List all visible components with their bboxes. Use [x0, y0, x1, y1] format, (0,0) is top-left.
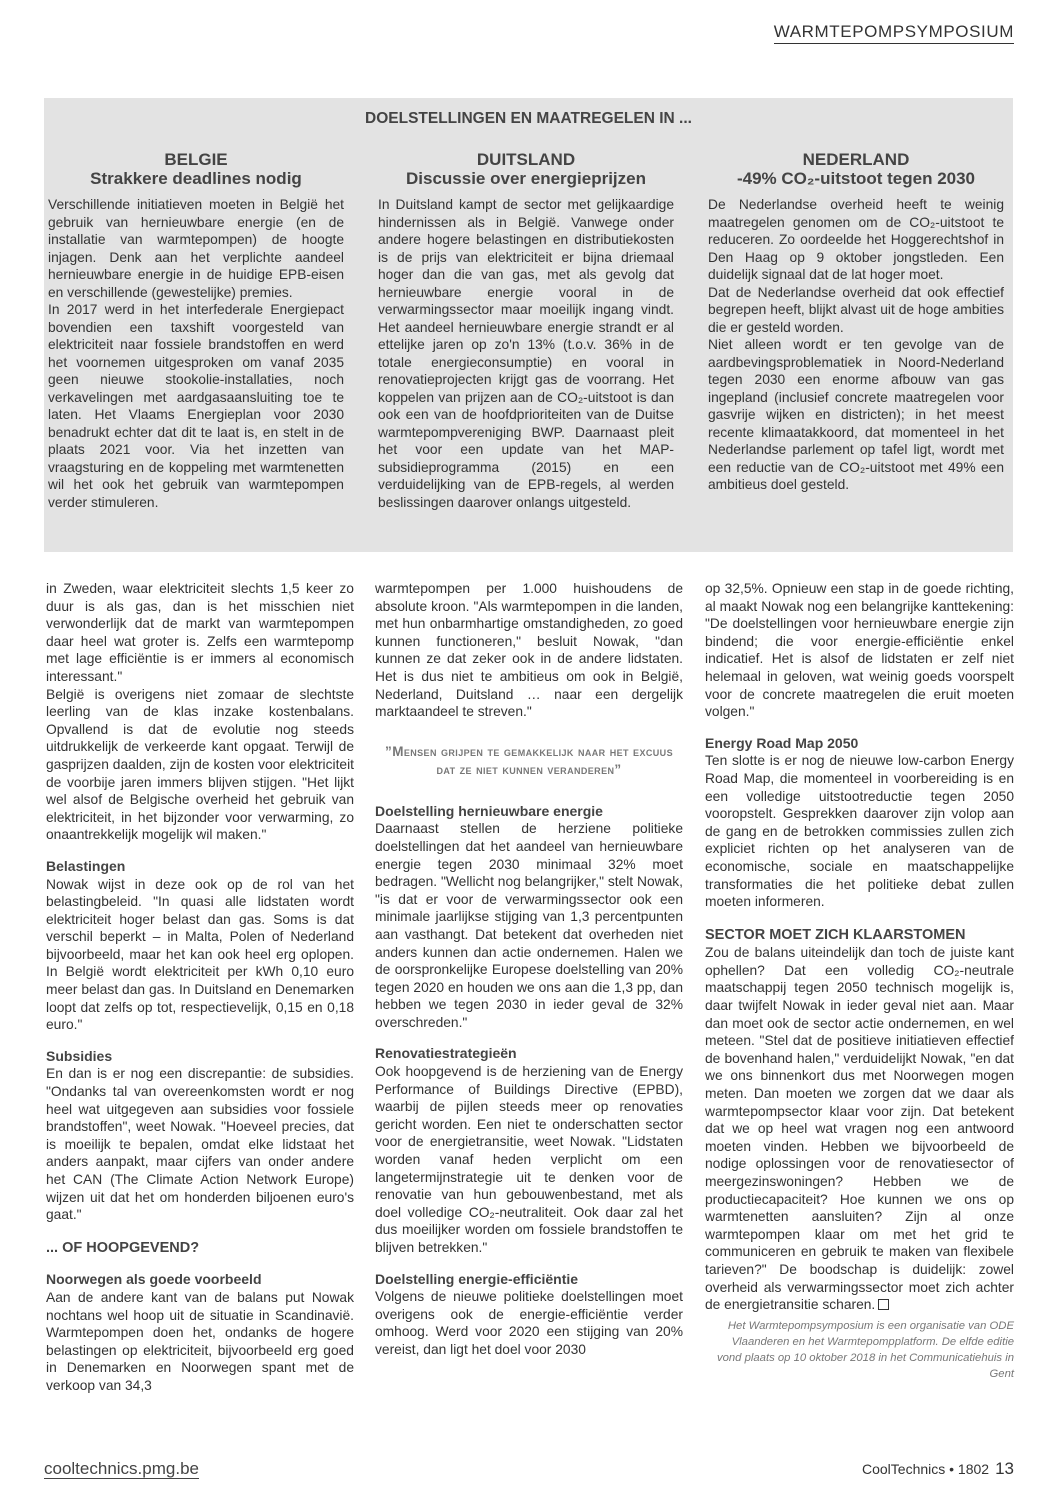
section-header: WARMTEPOMPSYMPOSIUM — [774, 22, 1014, 44]
sidebar-box — [44, 98, 1013, 552]
body-paragraph: Daarnaast stellen de herziene politieke doelstellingen dat het aandeel van hernieuwbare energie tegen 2030 minimaal 32% moet bedragen. "Wellicht nog belangrijker," stelt Nowak, "is dat er voor de verwarmingssector ook een minimale jaarlijkse stijging van 1,3 percentpunten aan vasthangt. Dat betekent dat overheden niet anders kunnen dan actie ondernemen. Halen we de oorspronkelijke Europese doelstelling van 20% tegen 2020 en houden we ons aan die 1,3 pp, dan hebben we tegen 2030 in ieder geval de 32% overschreden." — [375, 821, 683, 1030]
country-name: DUITSLAND — [476, 150, 576, 169]
country-name: NEDERLAND — [802, 150, 910, 169]
box-column-heading — [708, 150, 1004, 188]
column-subtitle: -49% CO₂-uitstoot tegen 2030 — [736, 169, 976, 188]
column-subtitle: Strakkere deadlines nodig — [90, 169, 302, 188]
issue-label: CoolTechnics • 1802 — [861, 1461, 990, 1477]
body-paragraph: Nowak wijst in deze ook op de rol van het belastingbeleid. "In quasi alle lidstaten wordt elektriciteit hoger belast dan gas. Soms is dat verschil beperkt – in Malta, Polen of Nederland bijvoorbeeld, maar het kan ook heel erg oplopen. In België wordt elektriciteit per kWh 0,10 euro meer belast dan gas. In Duitsland en Denemarken loopt dat zelfs op tot, respectievelijk, 0,15 en 0,18 euro." — [46, 876, 354, 1033]
body-paragraph: Zou de balans uiteindelijk dan toch de juiste kant ophellen? Dat een volledig CO₂-neutrale maatschappij tegen 2050 technisch mogelijk is, daar twijfelt Nowak in ieder geval niet aan. Maar dan moet ook de sector actie ondernemen, en wel meteen. "Stel dat de positieve initiatieven effectief de bovenhand halen," verduidelijkt Nowak, "en dat we ons binnenkort dus met Noorwegen mogen meten. Dan moeten we zorgen dat we daar als warmtepompsector klaar voor zijn. Dat betekent dat we op heel wat vragen nog een antwoord moeten vinden. Hebben we bijvoorbeeld de nodige oplossingen voor de renovatiesector of meergezinswoningen? Hebben we de productiecapaciteit? Hoe kunnen we ons op warmtenetten aansluiten? Zijn al onze warmtepompen klaar om met het grid te communiceren en gebruik te maken van flexibele tarieven?" De boodschap is duidelijk: zowel overheid als verwarmingssector moet zich achter de energietransitie scharen. — [705, 945, 1014, 1313]
article-column-1 — [46, 580, 354, 1395]
subheading: Subsidies — [46, 1047, 113, 1064]
subheading: Doelstelling energie-efficiëntie — [375, 1270, 579, 1287]
column-subtitle: Discussie over energieprijzen — [406, 169, 646, 188]
article-column-3 — [705, 580, 1014, 1382]
country-name: BELGIE — [164, 150, 228, 169]
article-column-2 — [375, 580, 683, 1359]
body-paragraph: warmtepompen per 1.000 huishoudens de absolute kroon. "Als warmtepompen in die landen, met hun onbarmhartige omstandigheden, zo goed kunnen functioneren," besluit Nowak, "dan kunnen ze dat zeker ook in de andere lidstaten. Het is dus niet te ambitieus om ook in België, Nederland, Duitsland … naar een dergelijk marktaandeel te streven." — [375, 581, 683, 720]
body-paragraph: Ook hoopgevend is de herziening van de Energy Performance of Buildings Directive (EPBD), waarbij de pijlen steeds meer op renovaties gericht worden. Een niet te onderschatten sector voor de energietransitie, weet Nowak. "Lidstaten worden vanaf heden verplicht om een langetermijnstrategie uit te denken voor de renovatie van hun gebouwenbestand, met als doel volledige CO₂-neutraliteit. Ook daar zal het dus moeilijker worden om fossiele brandstoffen te blijven betrekken." — [375, 1064, 683, 1255]
end-of-article-box-icon — [878, 1299, 889, 1310]
box-column-nederland — [708, 150, 1004, 494]
event-credit: Het Warmtepompsymposium is een organisatie van ODE Vlaanderen en het Warmtepompplatform. De elfde editie vond plaats op 10 oktober 2018 in het Communicatiehuis in Gent — [716, 1319, 1014, 1380]
website-link[interactable]: cooltechnics.pmg.be — [44, 1459, 199, 1478]
body-paragraph: Volgens de nieuwe politieke doelstellingen moet overigens ook de energie-efficiëntie verder omhoog. Werd voor 2020 een stijging van 20% vereist, dan ligt het doel voor 2030 — [375, 1289, 683, 1357]
box-paragraph: In Duitsland kampt de sector met gelijkaardige hindernissen als in België. Vanwege onder andere hogere belastingen en distributiekosten is de prijs van elektriciteit er bijna driemaal hoger dan die van gas, met als gevolg dat hernieuwbare energie vooral in de verwarmingssector maar moeilijk ingang vindt. Het aandeel hernieuwbare energie strandt er al ettelijke jaren op zo'n 13% (t.o.v. 36% in de totale energieconsumptie) en vooral in renovatieprojecten krijgt gas de voorrang. Het koppelen van prijzen aan de CO₂-uitstoot is dan ook een van de hoofdprioriteiten van de Duitse warmtepompvereniging BWP. Daarnaast pleit het voor een update van het MAP-subsidieprogramma (2015) en een verduidelijking van de EPB-regels, al werden beslissingen daarover onlangs uitgesteld. — [378, 197, 674, 510]
subheading: Energy Road Map 2050 — [705, 734, 859, 751]
body-paragraph: En dan is er nog een discrepantie: de subsidies. "Ondanks tal van overeenkomsten wordt er nog heel wat uitgegeven aan subsidies voor fossiele brandstoffen", weet Nowak. "Hoeveel precies, dat is moeilijk te bepalen, omdat elke lidstaat het anders aanpakt, maar cijfers van onder andere het CAN (The Climate Action Network Europe) wijzen uit dat het om honderden biljoenen euro's gaat." — [46, 1066, 354, 1223]
page-footer — [862, 1459, 1014, 1479]
box-paragraph: In 2017 werd in het interfederale Energiepact bovendien een taxshift voorgesteld van elektriciteit naar fossiele brandstoffen en werd het voornemen uitgesproken om vanaf 2035 geen nieuwe stookolie-installaties, noch verkavelingen met aardgasaansluiting toe te laten. Het Vlaams Energieplan voor 2030 benadrukt echter dat dit te laat is, en stelt in de plaats 2021 voor. Via het inzetten van vraagsturing en de koppeling met warmtenetten wil het ook het gebruik van warmtepompen verder stimuleren. — [48, 302, 344, 510]
body-paragraph: België is overigens niet zomaar de slechtste leerling van de klas inzake kostenbalans. Opvallend is dat de evolutie nog steeds uitdrukkelijk de verkeerde kant opgaat. Terwijl de gasprijzen daalden, zijn de kosten voor elektriciteit de voorbije jaren immers blijven stijgen. "Het lijkt wel alsof de Belgische overheid het gebruik van elektriciteit, in het bijzonder voor verwarming, zo onaantrekkelijk mogelijk wil maken." — [46, 686, 354, 843]
subheading: Belastingen — [46, 857, 126, 874]
subheading: Doelstelling hernieuwbare energie — [375, 802, 603, 819]
section-heading: ... OF HOOPGEVEND? — [46, 1239, 200, 1256]
box-column-heading — [48, 150, 344, 188]
body-paragraph: Ten slotte is er nog de nieuwe low-carbon Energy Road Map, die momenteel in voorbereiding is en een volledige uitstootreductie tegen 2050 vooropstelt. Gesprekken daarover zijn volop aan de gang en de betrokken commissies zullen zich expliciet richten op het analyseren van de economische, sociale en maatschappelijke transformaties die het politieke debat zullen moeten informeren. — [705, 753, 1014, 910]
box-paragraph: Verschillende initiatieven moeten in België het gebruik van hernieuwbare energie (en de installatie van warmtepompen) de hoogte injagen. Denk aan het verplichte aandeel hernieuwbare energie in de huidige EPB-eisen en verschillende (gewestelijke) premies. — [48, 197, 344, 300]
box-column-heading — [378, 150, 674, 188]
box-title: DOELSTELLINGEN EN MAATREGELEN IN ... — [365, 110, 692, 127]
pull-quote-text: Mensen grijpen te gemakkelijk naar het excuus dat ze niet kunnen veranderen — [392, 743, 673, 777]
box-paragraph: De Nederlandse overheid heeft te weinig maatregelen genomen om de CO₂-uitstoot te reduceren. Zo oordeelde het Hoggerechtshof in Den Haag op 9 oktober jongstleden. Een duidelijk signaal dat de lat hoger moet. — [708, 197, 1004, 282]
page-number: 13 — [995, 1459, 1014, 1478]
body-paragraph: in Zweden, waar elektriciteit slechts 1,5 keer zo duur is als gas, dan is het misschien niet verwonderlijk dat de markt van warmtepompen daar heel wat groter is. Zelfs een warmtepomp met lage efficiëntie is er immers al economisch interessant." — [46, 581, 354, 684]
section-heading: SECTOR MOET ZICH KLAARSTOMEN — [705, 926, 966, 943]
box-column-duitsland — [378, 150, 674, 511]
subheading: Renovatiestrategieën — [375, 1045, 517, 1062]
subheading: Noorwegen als goede voorbeeld — [46, 1271, 262, 1288]
pull-quote: ”Mensen grijpen te gemakkelijk naar het excuus dat ze niet kunnen veranderen” — [385, 743, 673, 777]
box-column-belgie — [48, 150, 344, 511]
box-paragraph: Niet alleen wordt er ten gevolge van de aardbevingsproblematiek in Noord-Nederland tegen 2030 een enorme afbouw van gas ingepland (inclusief concrete maatregelen voor gasvrije wijken en districten); in het meest recente klimaatakkoord, dat momenteel in het Nederlandse parlement op tafel ligt, wordt met een reductie van de CO₂-uitstoot met 49% een ambitieus doel gesteld. — [708, 337, 1004, 492]
box-paragraph: Dat de Nederlandse overheid dat ook effectief begrepen heeft, blijkt alvast uit de hoge ambities die er gesteld worden. — [708, 284, 1004, 335]
body-paragraph: Aan de andere kant van de balans put Nowak nochtans wel hoop uit de situatie in Scandinavië. Warmtepompen doen het, ondanks de hogere belastingen op elektriciteit, bijvoorbeeld erg goed in Denemarken en Noorwegen spant met de verkoop van 34,3 — [46, 1289, 354, 1393]
body-paragraph: op 32,5%. Opnieuw een stap in de goede richting, al maakt Nowak nog een belangrijke kanttekening: "De doelstellingen voor hernieuwbare energie zijn bindend; die voor energie-efficiëntie enkel indicatief. Het is alsof de lidstaten er zelf niet helemaal in geloven, wat weinig goeds voorspelt voor de concrete maatregelen die eruit moeten volgen." — [705, 581, 1014, 720]
